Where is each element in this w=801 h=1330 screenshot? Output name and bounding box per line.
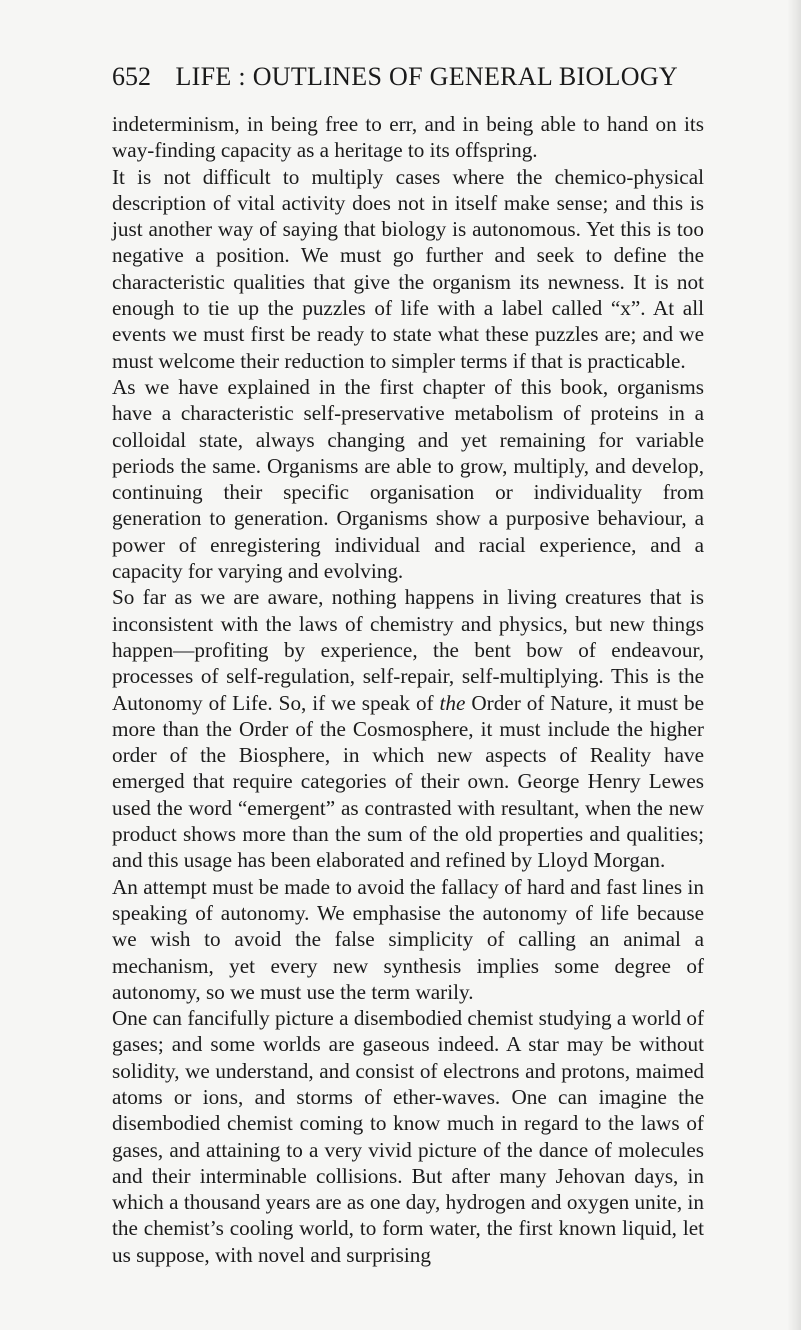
paragraph-2: It is not difficult to multiply cases where the chemico-physical description of vital activity does not in itself make sense; and this is just another way of saying that biology is autonomous. Yet this is too negative a position. We must go further and seek to define the characteristic qualities that give the organism its newness. It is not enough to tie up the puzzles of life with a label called “x”. At all events we must first be ready to state what these puzzles are; and we must welcome their reduction to simpler terms if that is practicable. (112, 164, 704, 373)
paragraph-3: As we have explained in the first chapter of this book, organisms have a characteristic self-preservative metabolism of proteins in a colloidal state, always changing and yet remaining for variable periods the same. Organisms are able to grow, multiply, and develop, continuing their specific organisation or individuality from generation to generation. Organisms show a purposive behaviour, a power of enregistering individual and racial experience, and a capacity for varying and evolving. (112, 374, 704, 584)
page-edge-shadow (787, 0, 801, 1330)
paragraph-6: One can fancifully picture a disembodied chemist studying a world of gases; and some worlds are gaseous indeed. A star may be without solidity, we understand, and consist of electrons and protons, maimed atoms or ions, and storms of ether-waves. One can imagine the disembodied chemist coming to know much in regard to the laws of gases, and attaining to a very vivid picture of the dance of molecules and their interminable collisions. But after many Jehovan days, in which a thousand years are as one day, hydrogen and oxygen unite, in the chemist’s cooling world, to form water, the first known liquid, let us suppose, with novel and surprising (112, 1006, 704, 1267)
paragraph-1: indeterminism, in being free to err, and in being able to hand on its way-finding capacity as a heritage to its offspring. (112, 112, 704, 163)
running-head (112, 62, 712, 102)
paragraph-4-emphasis: the (439, 690, 466, 715)
body-text (112, 111, 704, 1268)
page-number: 652 (112, 62, 151, 91)
paragraph-4-part-1: So far as we are aware, nothing happens in living creatures that is inconsistent with the laws of chemistry and physics, but new things happen—profiting by experience, the bent bow of endeavour, processes of self-regulation, self-repair, self-multiplying. This is the Autonomy of Life. So, if we speak of (112, 585, 704, 715)
paragraph-5: An attempt must be made to avoid the fallacy of hard and fast lines in speaking of autonomy. We emphasise the autonomy of life because we wish to avoid the false simplicity of calling an animal a mechanism, yet every new synthesis implies some degree of autonomy, so we must use the term warily. (112, 874, 704, 1004)
paragraph-4 (112, 584, 704, 873)
paragraph-4-part-2: Order of Nature, it must be more than the Order of the Cosmosphere, it must include the higher order of the Biosphere, in which new aspects of Reality have emerged that require categories of their own. George Henry Lewes used the word “emergent” as contrasted with resultant, when the new product shows more than the sum of the old properties and qualities; and this usage has been elaborated and refined by Lloyd Morgan. (112, 690, 704, 873)
running-title: LIFE : OUTLINES OF GENERAL BIOLOGY (175, 62, 678, 91)
